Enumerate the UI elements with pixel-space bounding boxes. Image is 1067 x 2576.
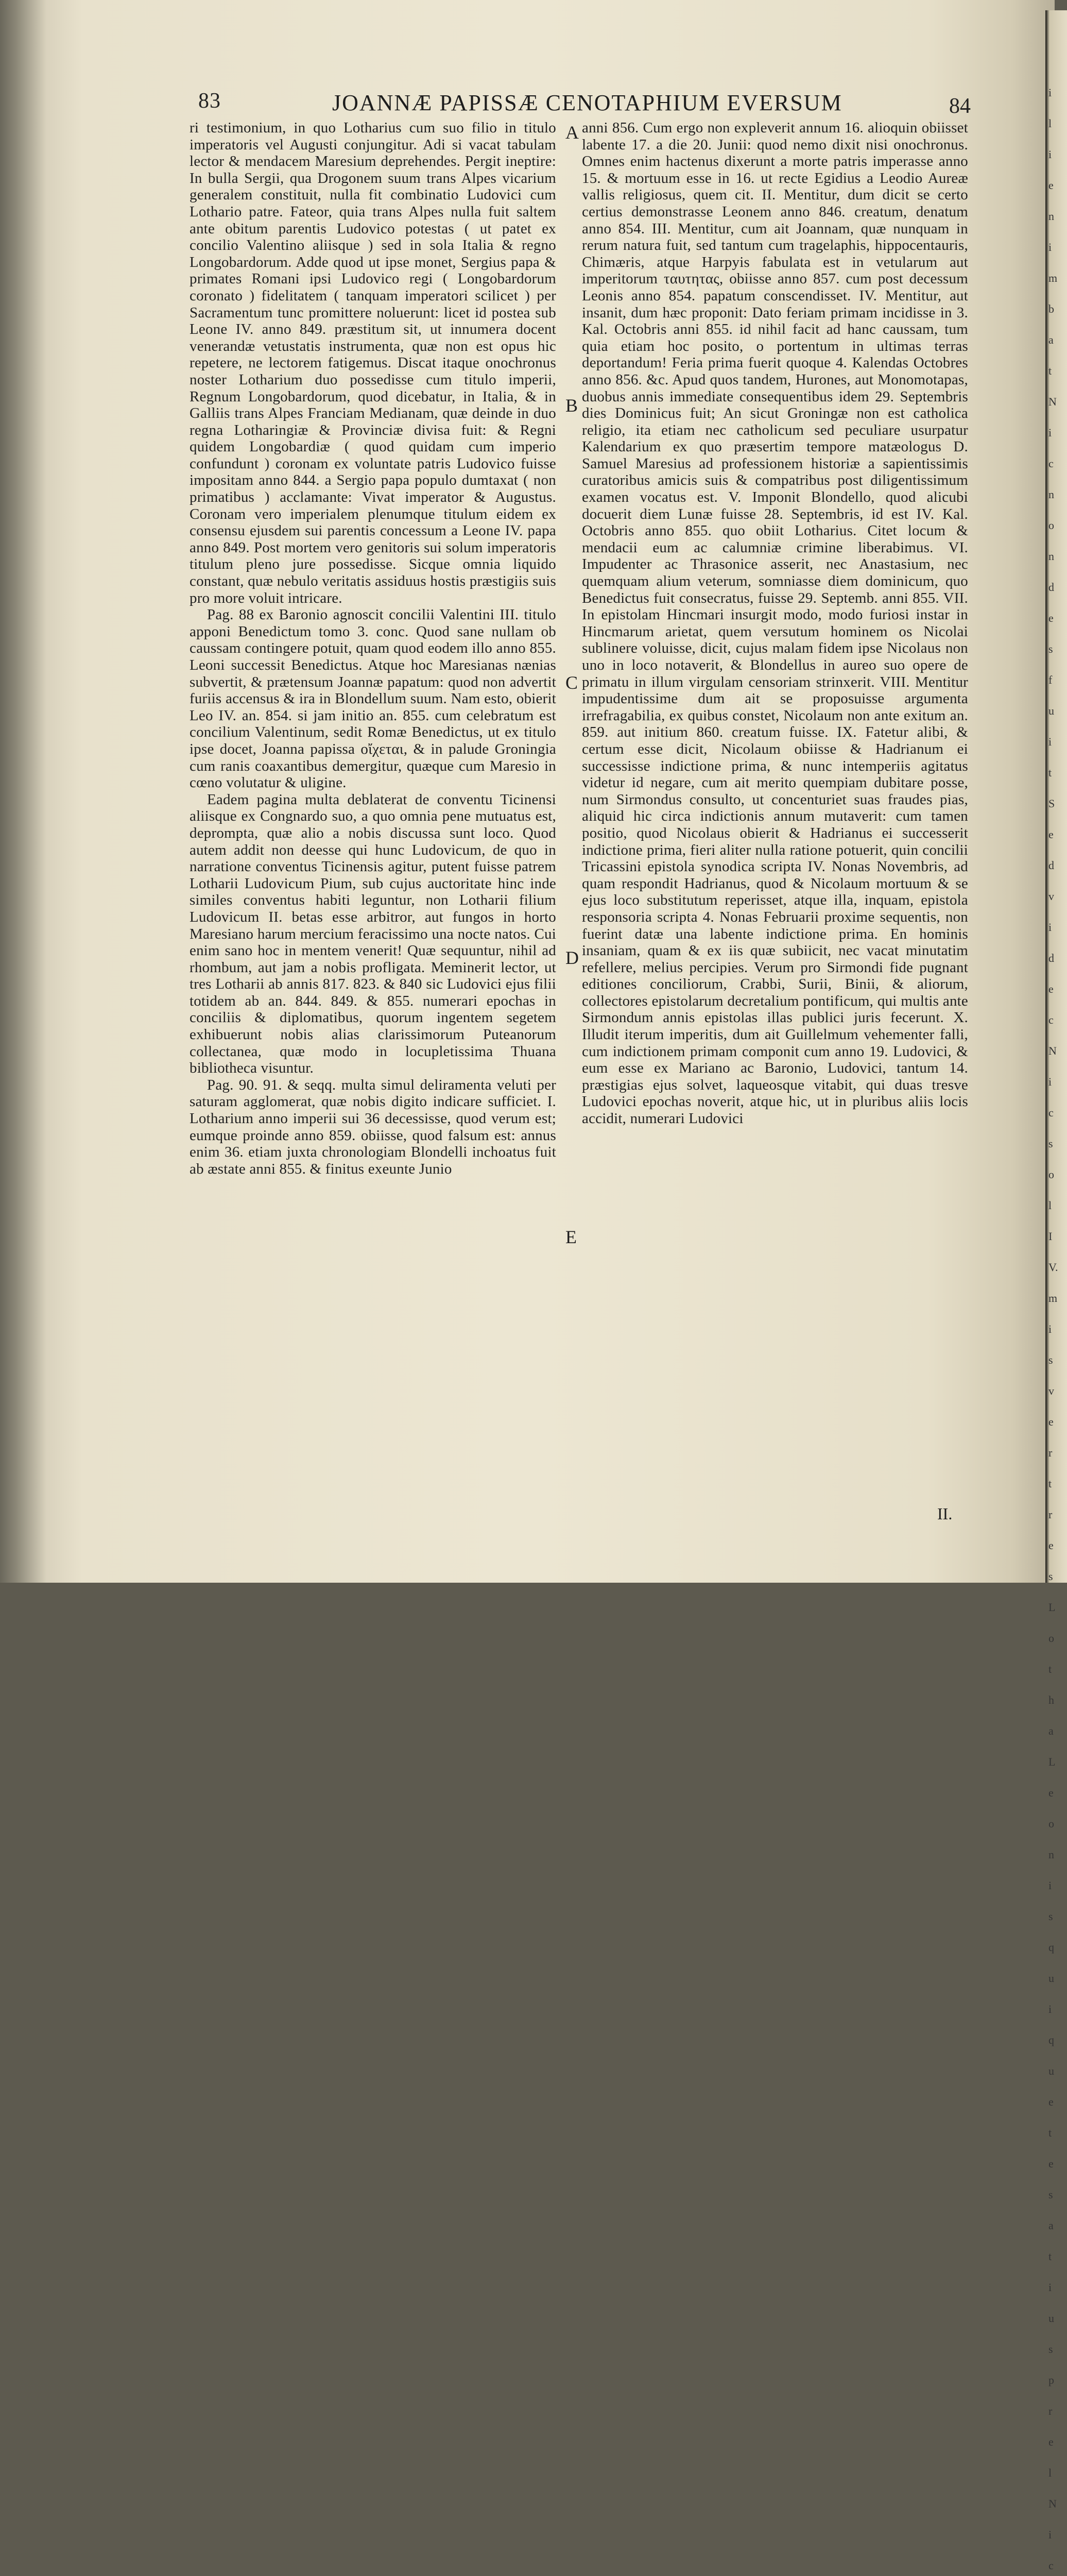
running-header [198,89,971,122]
paragraph: anni 856. Cum ergo non expleverit annum 16. alioquin obiisset labente 17. a die 20. Junii: quod nemo dixit nisi onochronus. Omnes enim hactenus dixerunt a morte patris imperasse anno 15. & mortuum esse in 16. ut recte Egidius a Leodio Aureæ vallis religiosus, quem cit. II. Mentitur, dum dicit se certo certius demonstrasse Leonem anno 846. creatum, denatum anno 854. III. Mentitur, cum ait Joannam, quæ nunquam in rerum natura fuit, sed tantum cum tragelaphis, hippocentauris, Chimæris, atque Harpyis fabulata est in vetularum aut imperitorum ταυτητας, obiisse anno 857. cum post decessum Leonis anno 854. papatum conscendisset. IV. Mentitur, aut insanit, dum hæc proponit: Dato feriam primam incidisse in 3. Kal. Octobris anni 855. id nihil facit ad hanc caussam, tum quia etiam hoc posito, o portentum in ultimas terras deportandum! Feria prima fuerit quoque 4. Kalendas Octobres anno 856. &c. Apud quos tandem, Hurones, aut Monomotapas, duobus annis immediate consequentibus idem 29. Septembris dies Dominicus fuit; An sicut Groningæ non est catholica religio, ita etiam nec catholicum sed peculiare usurpatur Kalendarium ex quo præsertim tempore matæologus D. Samuel Maresius ad professionem historiæ a sapientissimis curatoribus amicis suis & compatribus post diligentissimum examen vocatus est. V. Imponit Blondello, quod alicubi docuerit diem Lunæ fuisse 28. Septembris, id est IV. Kal. Octobris anno 855. quo obiit Lotharius. Citet locum & mendacii eum ac calumniæ crimine liberabimus. VI. Impudenter ac Thrasonice asserit, nec Anastasium, nec quemquam alium veterum, somniasse diem dominicum, quo Benedictus fuit consecratus, fuisse 29. Septemb. anni 855. VII. In epistolam Hincmari insurgit modo, modo furiosi instar in Hincmarum arietat, quem versutum hominem os Nicolai sublinere voluisse, dicit, cujus malam fidem ipse Nicolaus non uno in loco notaverit, & Blondellus in aureo suo opere de primatu in illum virgulam censoriam strinxerit. VIII. Mentitur impudentissime dum ait se proposuisse argumenta irrefragabilia, ex quibus constet, Nicolaum non ante exitum an. 859. aut initium 860. creatum fuisse. IX. Fatetur alibi, & certum esse dicit, Nicolaum obiisse & Hadrianum ei successisse indictione prima, & nunc intemperiis agitatus videtur id negare, cum ait merito quempiam dubitare posse, num Sirmondus consulto, ut concenturiet suas fraudes pias, aliquid hic circa indictionis annum mutaverit: cum tamen positio, quod Nicolaus obierit & Hadrianus ei successerit indictione prima, fieri aliter nulla ratione potuerit, quin concilii Tricassini epistola synodica scripta IV. Nonas Novembris, ad quam respondit Hadrianus, quod & Nicolaum mortuum & se ejus loco substitutum reperisset, atque illa, inquam, epistola responsoria scripta 4. Nonas Februarii proxime sequentis, non fuerint datæ una labente indictione prima. En hominis insaniam, quam & ex iis quæ subiicit, nec vacat minutatim refellere, melius percipies. Verum pro Sirmondi fide pugnant editiones conciliorum, Crabbi, Surii, Binii, & aliorum, collectores epistolarum decretalium pontificum, qui multis ante Sirmondum annis epistolas illas publici juris fecerunt. X. Illudit iterum imperitis, dum ait Guillelmum vehementer falli, cum indictionem primam componit cum anno 19. Ludovici, & eum esse ex Mariano ac Baronio, Ludovici, tantum 14. præstigias ejus solvet, laqueosque vitabit, qui duas tresve Ludovici epochas noverit, atque hic, ut in pluribus aliis locis accidit, numerari Ludovici [582,120,968,1127]
running-title: JOANNÆ PAPISSÆ CENOTAPHIUM EVERSUM [332,90,842,115]
margin-marker-c: C [565,672,578,693]
paragraph: Eadem pagina multa deblaterat de conventu Ticinensi aliisque ex Congnardo suo, a quo omnia pene mutuatus est, deprompta, quæ alio a nobis discussa sunt loco. Quod autem addit non deesse qui hunc Ludovicum, de quo in narratione conventus Ticinensis agitur, putent fuisse patrem Lotharii Ludovicum Pium, sub cujus auctoritate hinc inde similes conventus habiti leguntur, non Lotharii filium Ludovicum II. betas esse arbitror, aut fungos in horto Maresiano harum mercium feracissimo una nocte natos. Cui enim sano hoc in mentem venerit! Quæ sequuntur, nihil ad rhombum, aut jam a nobis profligata. Meminerit lector, ut tres Lotharii ab annis 817. 823. & 840 sic Ludovici ejus filii totidem ab an. 844. 849. & 855. numerari epochas in conciliis & diplomatibus, quorum ingentem segetem exhibuerunt nobis alias clarissimorum Puteanorum collectanea, quæ modo in locupletissima Thuana bibliotheca visuntur. [190,791,556,1077]
catchword: II. [937,1504,953,1523]
margin-marker-a: A [565,122,579,143]
margin-marker-d: D [565,947,579,968]
left-text-column [190,120,556,1177]
facing-page-fragments: ili enim bat Nic non des fuit Sed vi dec Nic sol IV. mis ver tres Lotha Leonis quique tes a tius prel Nic [1048,86,1058,2572]
right-text-column [582,120,968,1127]
page-number-right: 84 [949,94,971,118]
paragraph: Pag. 88 ex Baronio agnoscit concilii Valentini III. titulo apponi Benedictum tomo 3. conc. Quod sane nullam ob caussam contingere potuit, quam quod eodem illo anno 855. Leoni successit Benedictus. Atque hoc Maresianas nænias subvertit, & prætensum Joannæ papatum: quod non advertit furiis accensus & ira in Blondellum suum. Nam esto, obierit Leo IV. an. 854. si jam initio an. 855. cum celebratum est concilium Valentinum, sedit Romæ Benedictus, ut ex titulo ipse docet, Joanna papissa οἴχεται, & in palude Groningia cum ranis coaxantibus demergitur, quæque cum Maresio in cœno volutatur & uligine. [190,606,556,791]
paragraph: ri testimonium, in quo Lotharius cum suo filio in titulo imperatoris vel Augusti conjungitur. Adi si vacat tabulam lector & mendacem Maresium deprehendes. Pergit ineptire: In bulla Sergii, qua Drogonem suum trans Alpes vicarium generalem constituit, nulla fit combinatio Ludovici cum Lothario patre. Fateor, quia trans Alpes nulla fuit saltem ante obitum parentis Ludovico potestas ( ut patet ex concilio Valentino aliisque ) sed in sola Italia & regno Longobardorum. Adde quod ut ipse monet, Sergius papa & primates Romani ipsi Ludovico regi ( Longobardorum coronato ) fidelitatem ( tanquam imperatori scilicet ) per Sacramentum tunc promittere noluerunt: licet id postea sub Leone IV. anno 849. præstitum sit, ut innumera docent venerandæ vetustatis instrumenta, quæ non est opus hic repetere, ne lectorem fatigemus. Discat itaque onochronus noster Lotharium duo possedisse cum titulo imperii, Regnum Longobardorum, quod dicebatur, in Italia, & in Galliis trans Alpes Franciam Medianam, quæ deinde in duo regna Lotharingiæ & Provinciæ divisa fuit: & Regni quidem Longobardiæ ( quod quidam cum imperio confundunt ) coronam ex voluntate patris Ludovico fuisse impositam anno 844. a Sergio papa populo dumtaxat ( non primatibus ) acclamante: Vivat imperator & Augustus. Coronam vero imperialem plenumque titulum eidem ex consensu ejusdem sui parentis concessum a Leone IV. papa anno 849. Post mortem vero genitoris sui solum imperatoris titulum pleno jure possedisse. Sicque omnia liquido constant, quæ nebulo veritatis assiduus hostis præstigiis suis pro more voluit intricare. [190,120,556,606]
page-number-left: 83 [198,89,221,113]
paragraph: Pag. 90. 91. & seqq. multa simul deliramenta veluti per saturam agglomerat, quæ nobis digito indicare sufficiet. I. Lotharium anno imperii sui 36 decessisse, quod verum est; eumque proinde anno 859. obiisse, quod falsum est: annus enim 36. etiam juxta chronologiam Blondelli inchoatus fuit ab æstate anni 855. & finitus exeunte Junio [190,1076,556,1177]
margin-marker-b: B [565,395,578,416]
margin-marker-e: E [565,1227,577,1247]
